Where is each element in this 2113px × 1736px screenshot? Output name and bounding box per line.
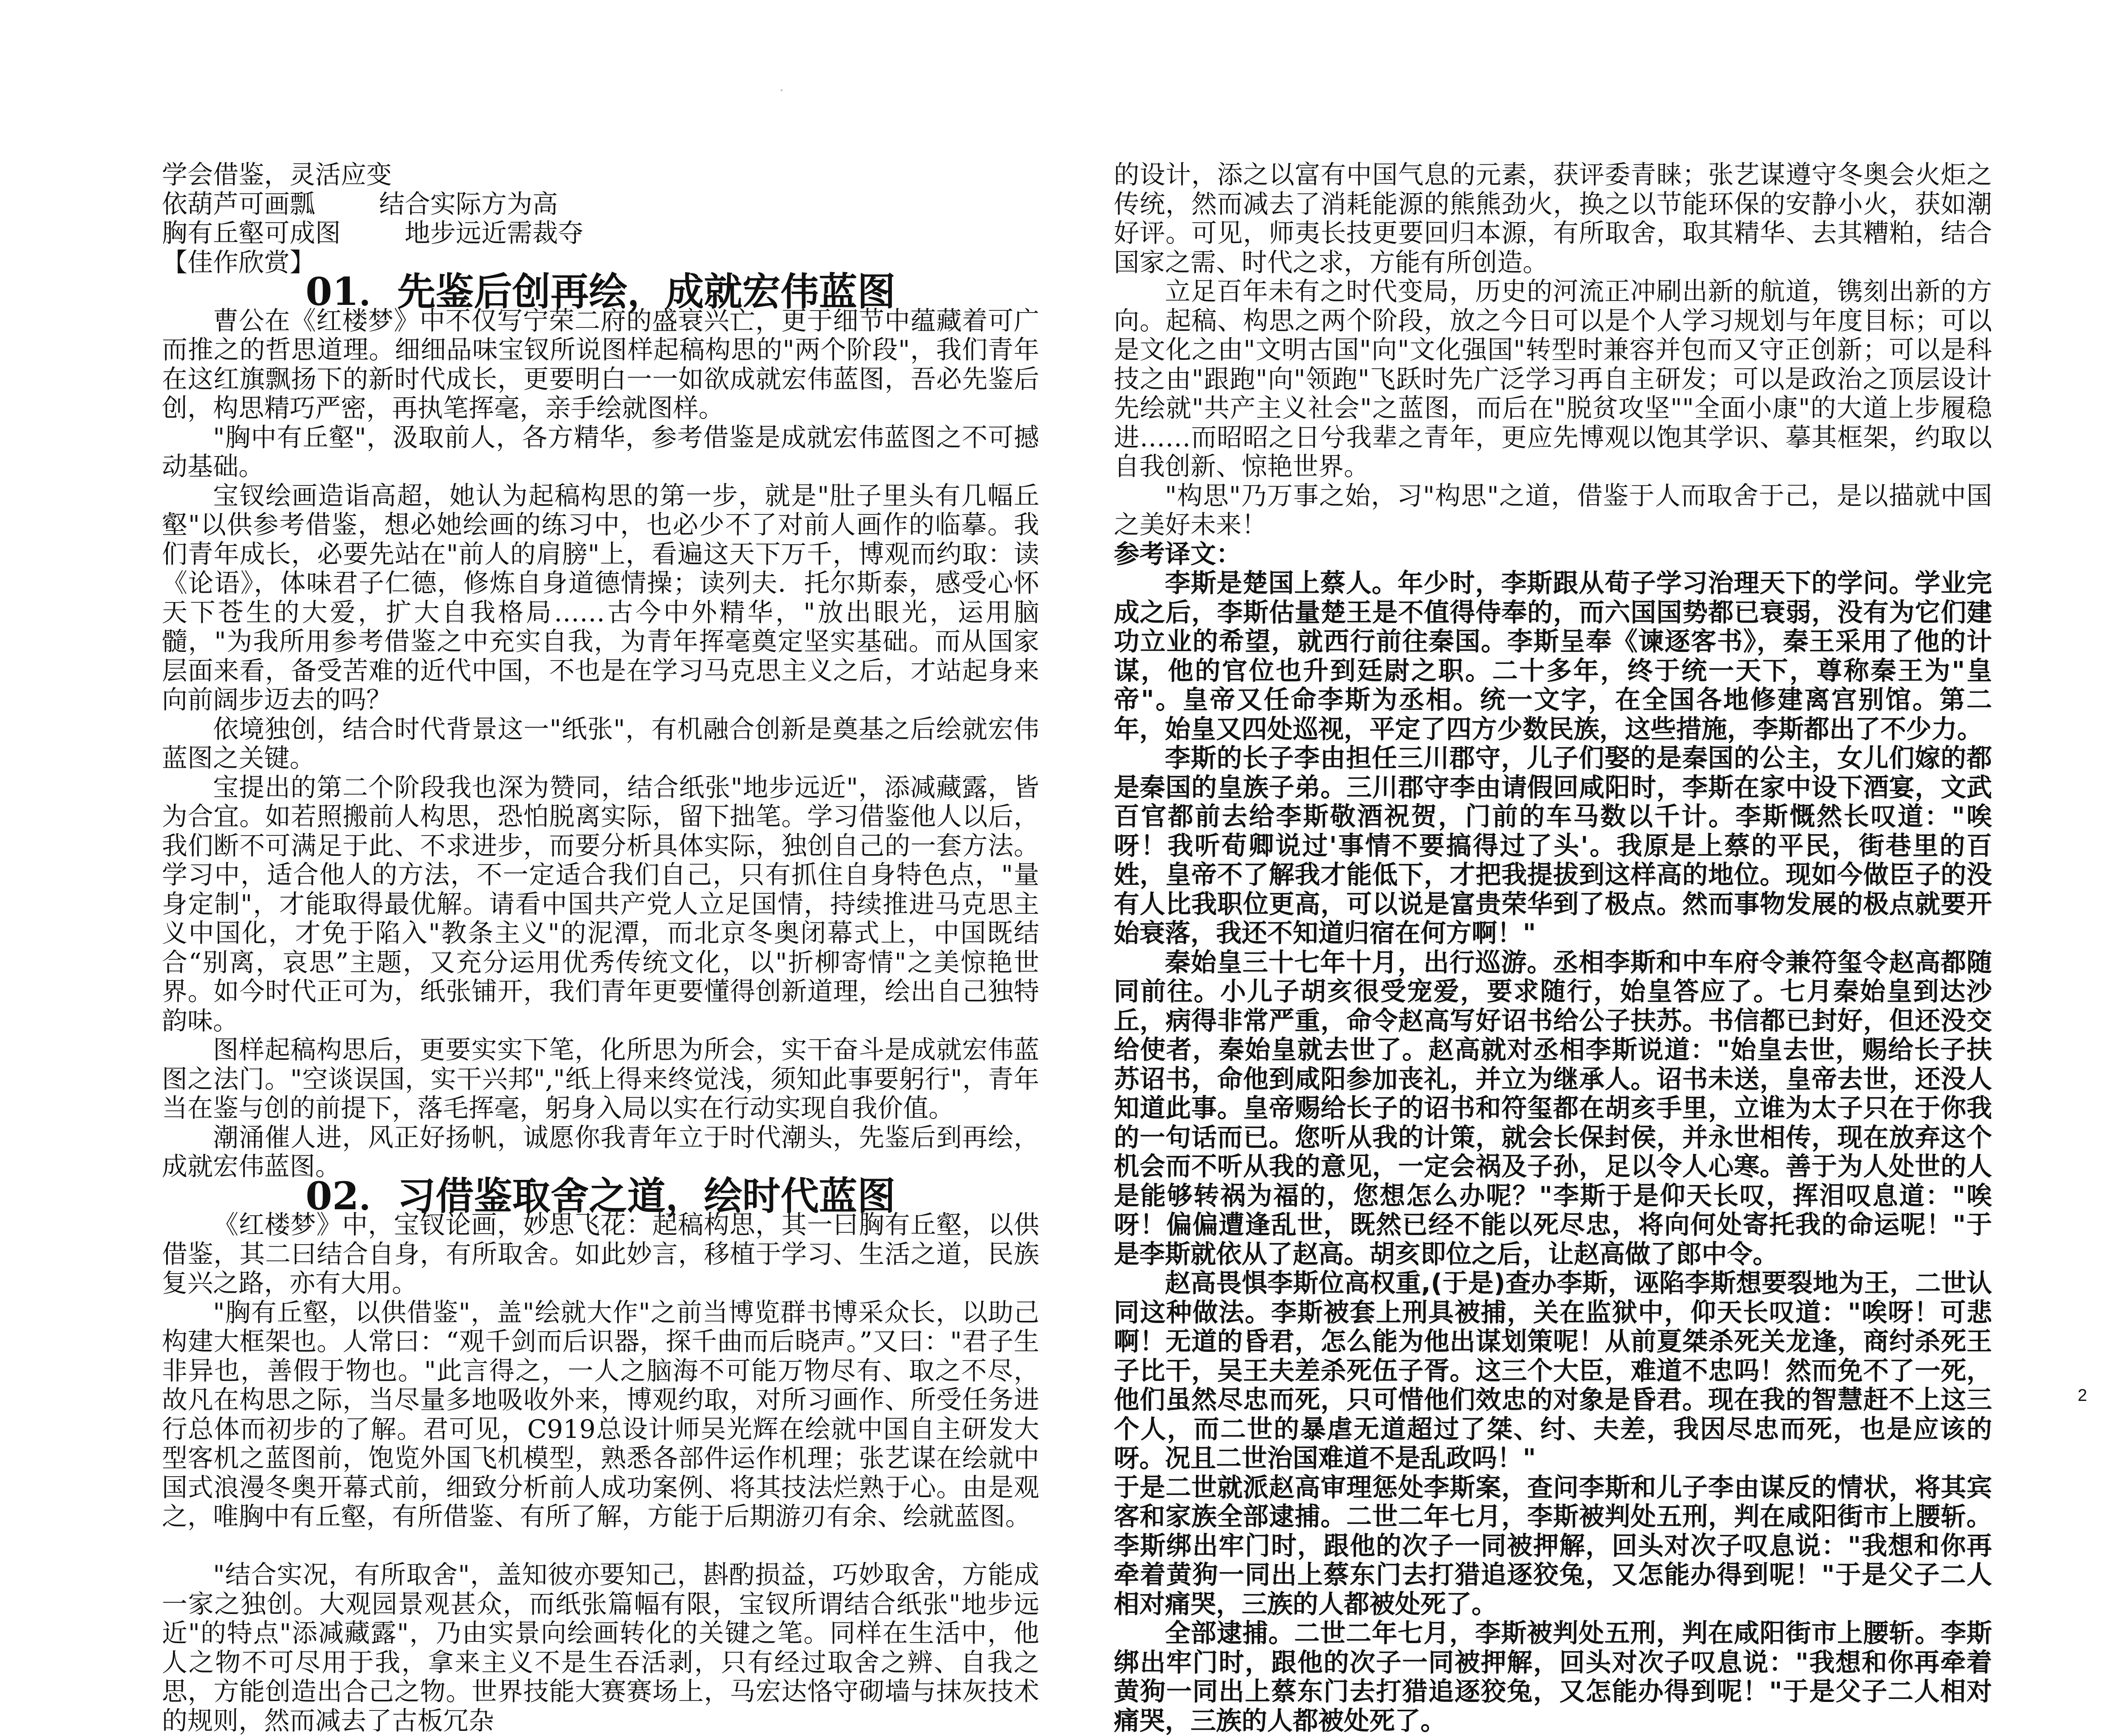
translation-paragraph: 赵高畏惧李斯位高权重,(于是)查办李斯，诬陷李斯想要裂地为王，二世认同这种做法。李斯被套上刑具被捕，关在监狱中，仰天长叹道："唉呀！可悲啊！无道的昏君，怎么能为他出谋划策呢！从前夏桀杀死关龙逢，商纣杀死王子比干，吴王夫差杀死伍子胥。这三个大臣，难道不忠吗！然而免不了一死，他们虽然尽忠而死，只可惜他们效忠的对象是昏君。现在我的智慧赶不上这三个人，而二世的暴虐无道超过了桀、纣、夫差，我因尽忠而死，也是应该的呀。况且二世治国难道不是乱政吗！" [1114,1268,1992,1473]
section-heading: 01．先鉴后创再绘，成就宏伟蓝图 [305,269,896,314]
left-column [162,161,1039,1736]
paragraph: 立足百年未有之时代变局，历史的河流正冲刷出新的航道，镌刻出新的方向。起稿、构思之两个阶段，放之今日可以是个人学习规划与年度目标；可以是文化之由"文明古国"向"文化强国"转型时兼容并包而又守正创新；可以是科技之由"跟跑"向"领跑"飞跃时先广泛学习再自主研发；可以是政治之顶层设计先绘就"共产主义社会"之蓝图，而后在"脱贫攻坚""全面小康"的大道上步履稳进……而昭昭之日兮我辈之青年，更应先博观以饱其学识、摹其框架，约取以自我创新、惊艳世界。 [1114,277,1992,482]
translation-paragraph: 李斯的长子李由担任三川郡守，儿子们娶的是秦国的公主，女儿们嫁的都是秦国的皇族子弟。三川郡守李由请假回咸阳时，李斯在家中设下酒宴，文武百官都前去给李斯敬酒祝贺，门前的车马数以千计。李斯慨然长叹道："唉呀！我听荀卿说过'事情不要搞得过了头'。我原是上蔡的平民，街巷里的百姓，皇帝不了解我才能低下，才把我提拔到这样高的地位。现如今做臣子的没有人比我职位更高，可以说是富贵荣华到了极点。然而事物发展的极点就要开始衰落，我还不知道归宿在何方啊！" [1114,743,1992,948]
paragraph: 图样起稿构思后，更要实实下笔，化所思为所会，实干奋斗是成就宏伟蓝图之法门。"空谈误国，实干兴邦","纸上得来终觉浅，须知此事要躬行"，青年当在鉴与创的前提下，落毛挥毫，躬身入局以实在行动实现自我价值。 [162,1035,1039,1123]
header-line-text: 【佳作欣赏】 [162,247,315,278]
blank-line [162,1532,1039,1561]
header-line [162,190,1039,219]
paragraph: 宝提出的第二个阶段我也深为赞同，结合纸张"地步远近"，添减藏露，皆为合宜。如若照搬前人构思，恐怕脱离实际，留下拙笔。学习借鉴他人以后，我们断不可满足于此、不求进步，而要分析具体实际，独创自己的一套方法。学习中，适合他人的方法，不一定适合我们自己，只有抓住自身特色点，"量身定制"，才能取得最优解。请看中国共产党人立足国情，持续推进马克思主义中国化，才免于陷入"教条主义"的泥潭，而北京冬奥闭幕式上，中国既结合“别离，哀思”主题，又充分运用优秀传统文化，以"折柳寄情"之美惊艳世界。如今时代正可为，纸张铺开，我们青年更要懂得创新道理，绘出自己独特韵味。 [162,772,1039,1036]
page-number: 2 [2078,1386,2087,1405]
translation-label: 参考译文： [1114,539,1242,569]
paragraph: 依境独创，结合时代背景这一"纸张"，有机融合创新是奠基之后绘就宏伟蓝图之关键。 [162,714,1039,773]
header-line-text: 学会借鉴，灵活应变 [162,160,392,190]
header-line-text: 胸有丘壑可成图 [162,218,341,248]
paragraph: 《红楼梦》中，宝钗论画，妙思飞花：起稿构思，其一曰胸有丘壑，以供借鉴，其二曰结合自身，有所取舍。如此妙言，移植于学习、生活之道，民族复兴之路，亦有大用。 [162,1210,1039,1298]
paragraph: 宝钗绘画造诣高超，她认为起稿构思的第一步，就是"肚子里头有几幅丘壑"以供参考借鉴，想必她绘画的练习中，也必少不了对前人画作的临摹。我们青年成长，必要先站在"前人的肩膀"上，看遍这天下万千，博观而约取：读《论语》，体味君子仁德，修炼自身道德情操；读列夫．托尔斯泰，感受心怀天下苍生的大爱，扩大自我格局……古今中外精华，"放出眼光，运用脑髓，"为我所用参考借鉴之中充实自我，为青年挥毫奠定坚实基础。而从国家层面来看，备受苦难的近代中国，不也是在学习马克思主义之后，才站起身来向前阔步迈去的吗？ [162,481,1039,715]
translation-paragraph: 于是二世就派赵高审理惩处李斯案，查问李斯和儿子李由谋反的情状，将其宾客和家族全部逮捕。二世二年七月，李斯被判处五刑，判在咸阳街市上腰斩。李斯绑出牢门时，跟他的次子一同被押解，回头对次子叹息说："我想和你再牵着黄狗一同出上蔡东门去打猎追逐狡兔，又怎能办得到呢！"于是父子二人相对痛哭，三族的人都被处死了。 [1114,1472,1992,1619]
paragraph: "构思"乃万事之始，习"构思"之道，借鉴于人而取舍于己，是以描就中国之美好未来！ [1114,481,1992,540]
header-line [162,161,1039,190]
paragraph: 曹公在《红楼梦》中不仅写宁荣二府的盛衰兴亡，更于细节中蕴藏着可广而推之的哲思道理。细细品味宝钗所说图样起稿构思的"两个阶段"，我们青年在这红旗飘扬下的新时代成长，更要明白一一如欲成就宏伟蓝图，吾必先鉴后创，构思精巧严密，再执笔挥毫，亲手绘就图样。 [162,306,1039,423]
scan-dot [781,89,782,91]
paragraph: 潮涌催人进，风正好扬帆，诚愿你我青年立于时代潮头，先鉴后到再绘，成就宏伟蓝图。 [162,1122,1039,1182]
paragraph: "胸有丘壑，以供借鉴"，盖"绘就大作"之前当博览群书博采众长，以助己构建大框架也。人常曰：“观千剑而后识器，探千曲而后晓声。”又曰："君子生非异也，善假于物也。"此言得之，一人之脑海不可能万物尽有、取之不尽，故凡在构思之际，当尽量多地吸收外来，博观约取，对所习画作、所受任务进行总体而初步的了解。君可见，C919总设计师吴光辉在绘就中国自主研发大型客机之蓝图前，饱览外国飞机模型，熟悉各部件运作机理；张艺谋在绘就中国式浪漫冬奥开幕式前，细致分析前人成功案例、将其技法烂熟于心。由是观之，唯胸中有丘壑，有所借鉴、有所了解，方能于后期游刃有余、绘就蓝图。 [162,1297,1039,1532]
section-heading: 02．习借鉴取舍之道，绘时代蓝图 [305,1173,896,1219]
paragraph: "胸中有丘壑"，汲取前人，各方精华，参考借鉴是成就宏伟蓝图之不可撼动基础。 [162,422,1039,482]
header-line [162,219,1039,248]
paragraph: 的设计，添之以富有中国气息的元素，获评委青睐；张艺谋遵守冬奥会火炬之传统，然而减去了消耗能源的熊熊劲火，换之以节能环保的安静小火，获如潮好评。可见，师夷长技更要回归本源，有所取舍，取其精华、去其糟粕，结合国家之需、时代之求，方能有所创造。 [1114,160,1992,278]
header-line-text: 依葫芦可画瓢 [162,189,315,219]
paragraph: "结合实况，有所取舍"，盖知彼亦要知己，斟酌损益，巧妙取舍，方能成一家之独创。大观园景观甚众，而纸张篇幅有限，宝钗所谓结合纸张"地步远近"的特点"添减藏露"，乃由实景向绘画转化的关键之笔。同样在生活中，他人之物不可尽用于我，拿来主义不是生吞活剥，只有经过取舍之辨、自我之思，方能创造出合己之物。世界技能大赛赛场上，马宏达恪守砌墙与抹灰技术的规则，然而减去了古板冗杂 [162,1560,1039,1736]
translation-paragraph: 李斯是楚国上蔡人。年少时，李斯跟从荀子学习治理天下的学问。学业完成之后，李斯估量楚王是不值得侍奉的，而六国国势都已衰弱，没有为它们建功立业的希望，就西行前往秦国。李斯呈奉《谏逐客书》，秦王采用了他的计谋，他的官位也升到廷尉之职。二十多年，终于统一天下，尊称秦王为"皇帝"。皇帝又任命李斯为丞相。统一文字，在全国各地修建离宫别馆。第二年，始皇又四处巡视，平定了四方少数民族，这些措施，李斯都出了不少力。 [1114,568,1992,744]
header-line-text: 结合实际方为高 [379,189,558,219]
translation-paragraph: 全部逮捕。二世二年七月，李斯被判处五刑，判在咸阳街市上腰斩。李斯绑出牢门时，跟他的次子一同被押解，回头对次子叹息说："我想和你再牵着黄狗一同出上蔡东门去打猎追逐狡兔，又怎能办得到呢！"于是父子二人相对痛哭，三族的人都被处死了。 [1114,1618,1992,1736]
right-column [1114,161,1992,1736]
header-line-text: 地步远近需裁夺 [405,218,584,248]
translation-paragraph: 秦始皇三十七年十月，出行巡游。丞相李斯和中车府令兼符玺令赵高都随同前往。小儿子胡亥很受宠爱，要求随行，始皇答应了。七月秦始皇到达沙丘，病得非常严重，命令赵高写好诏书给公子扶苏。书信都已封好，但还没交给使者，秦始皇就去世了。赵高就对丞相李斯说道："始皇去世，赐给长子扶苏诏书，命他到咸阳参加丧礼，并立为继承人。诏书未送，皇帝去世，还没人知道此事。皇帝赐给长子的诏书和符玺都在胡亥手里，立谁为太子只在于你我的一句话而已。您听从我的计策，就会长保封侯，并永世相传，现在放弃这个机会而不听从我的意见，一定会祸及子孙，足以令人心寒。善于为人处世的人是能够转祸为福的，您想怎么办呢？"李斯于是仰天长叹，挥泪叹息道："唉呀！偏偏遭逢乱世，既然已经不能以死尽忠，将向何处寄托我的命运呢！"于是李斯就依从了赵高。胡亥即位之后，让赵高做了郎中令。 [1114,947,1992,1269]
